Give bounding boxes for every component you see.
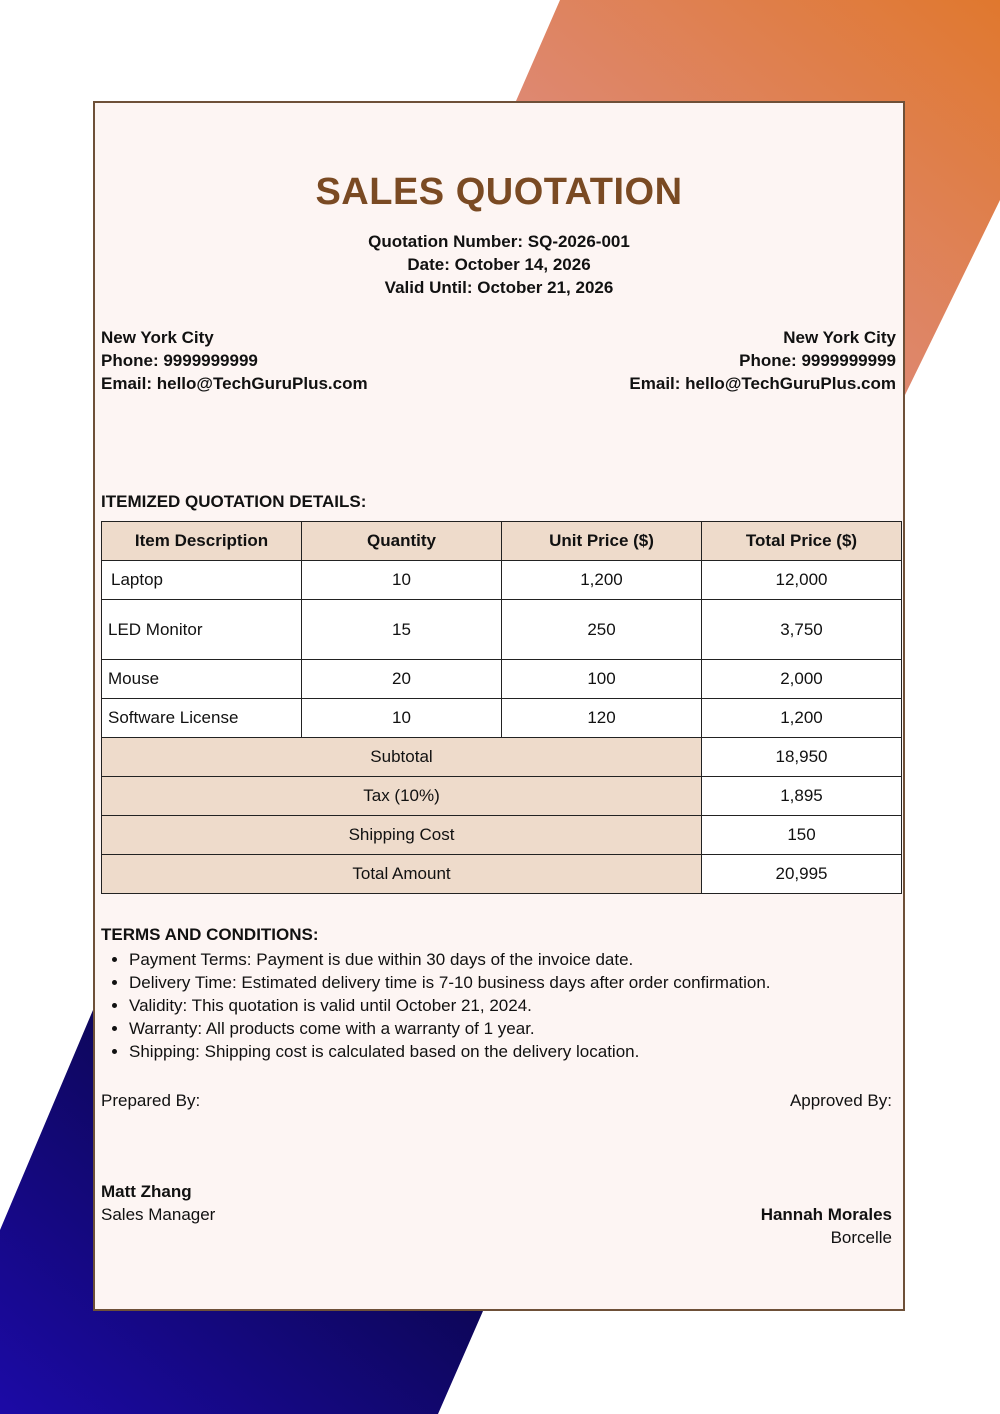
recipient-address: [629, 326, 896, 395]
item-unit-price: 1,200: [502, 561, 702, 600]
summary-row-shipping: [102, 816, 902, 855]
terms-list: [101, 948, 771, 1063]
sender-phone: Phone: 9999999999: [101, 351, 258, 370]
sender-email: Email: hello@TechGuruPlus.com: [101, 374, 368, 393]
approver-name: Hannah Morales: [760, 1205, 892, 1224]
terms-heading: TERMS AND CONDITIONS:: [101, 925, 319, 944]
quotation-number: Quotation Number: SQ-2026-001: [368, 232, 630, 251]
summary-value: 20,995: [702, 855, 902, 894]
summary-label: Shipping Cost: [102, 816, 702, 855]
column-header-quantity: Quantity: [302, 522, 502, 561]
sender-city: New York City: [101, 328, 214, 347]
table-row: [102, 699, 902, 738]
table-row: [102, 600, 902, 660]
summary-label: Tax (10%): [102, 777, 702, 816]
item-unit-price: 100: [502, 660, 702, 699]
summary-label: Subtotal: [102, 738, 702, 777]
summary-row-subtotal: [102, 738, 902, 777]
items-heading: ITEMIZED QUOTATION DETAILS:: [101, 492, 367, 511]
list-item: • Payment Terms: Payment is due within 30 days of the invoice date.: [129, 948, 771, 971]
summary-row-total: [102, 855, 902, 894]
item-total-price: 3,750: [702, 600, 902, 660]
sender-address: [101, 326, 368, 395]
column-header-total-price: Total Price ($): [702, 522, 902, 561]
preparer-block: [101, 1180, 215, 1226]
approver-block: [761, 1203, 892, 1249]
summary-label: Total Amount: [102, 855, 702, 894]
prepared-by-label: Prepared By:: [101, 1091, 201, 1110]
summary-value: 150: [702, 816, 902, 855]
quotation-table: [101, 521, 902, 894]
list-item: • Delivery Time: Estimated delivery time is 7-10 business days after order confirmation.: [129, 971, 771, 994]
recipient-phone: Phone: 9999999999: [739, 351, 896, 370]
item-quantity: 10: [302, 561, 502, 600]
item-description: Software License: [102, 699, 302, 738]
item-unit-price: 250: [502, 600, 702, 660]
item-description: Laptop: [102, 561, 302, 600]
item-quantity: 20: [302, 660, 502, 699]
item-quantity: 15: [302, 600, 502, 660]
quotation-date: Date: October 14, 2026: [407, 255, 591, 274]
item-total-price: 1,200: [702, 699, 902, 738]
page-title: SALES QUOTATION: [315, 171, 683, 213]
list-item: • Shipping: Shipping cost is calculated based on the delivery location.: [129, 1040, 771, 1063]
summary-value: 1,895: [702, 777, 902, 816]
list-item: • Warranty: All products come with a warranty of 1 year.: [129, 1017, 771, 1040]
table-row: [102, 660, 902, 699]
item-unit-price: 120: [502, 699, 702, 738]
item-total-price: 2,000: [702, 660, 902, 699]
table-header-row: [102, 522, 902, 561]
approved-by-label: Approved By:: [789, 1091, 892, 1110]
valid-until: Valid Until: October 21, 2026: [384, 278, 614, 297]
column-header-description: Item Description: [102, 522, 302, 561]
item-total-price: 12,000: [702, 561, 902, 600]
list-item: • Validity: This quotation is valid until October 21, 2024.: [129, 994, 771, 1017]
preparer-title: Sales Manager: [101, 1205, 216, 1224]
preparer-name: Matt Zhang: [101, 1182, 192, 1201]
recipient-city: New York City: [783, 328, 896, 347]
summary-row-tax: [102, 777, 902, 816]
recipient-email: Email: hello@TechGuruPlus.com: [629, 374, 896, 393]
item-quantity: 10: [302, 699, 502, 738]
table-row: [102, 561, 902, 600]
approver-org: Borcelle: [830, 1228, 892, 1247]
quotation-meta: [95, 230, 903, 299]
column-header-unit-price: Unit Price ($): [502, 522, 702, 561]
item-description: Mouse: [102, 660, 302, 699]
quotation-sheet: [93, 101, 905, 1311]
summary-value: 18,950: [702, 738, 902, 777]
item-description: LED Monitor: [102, 600, 302, 660]
